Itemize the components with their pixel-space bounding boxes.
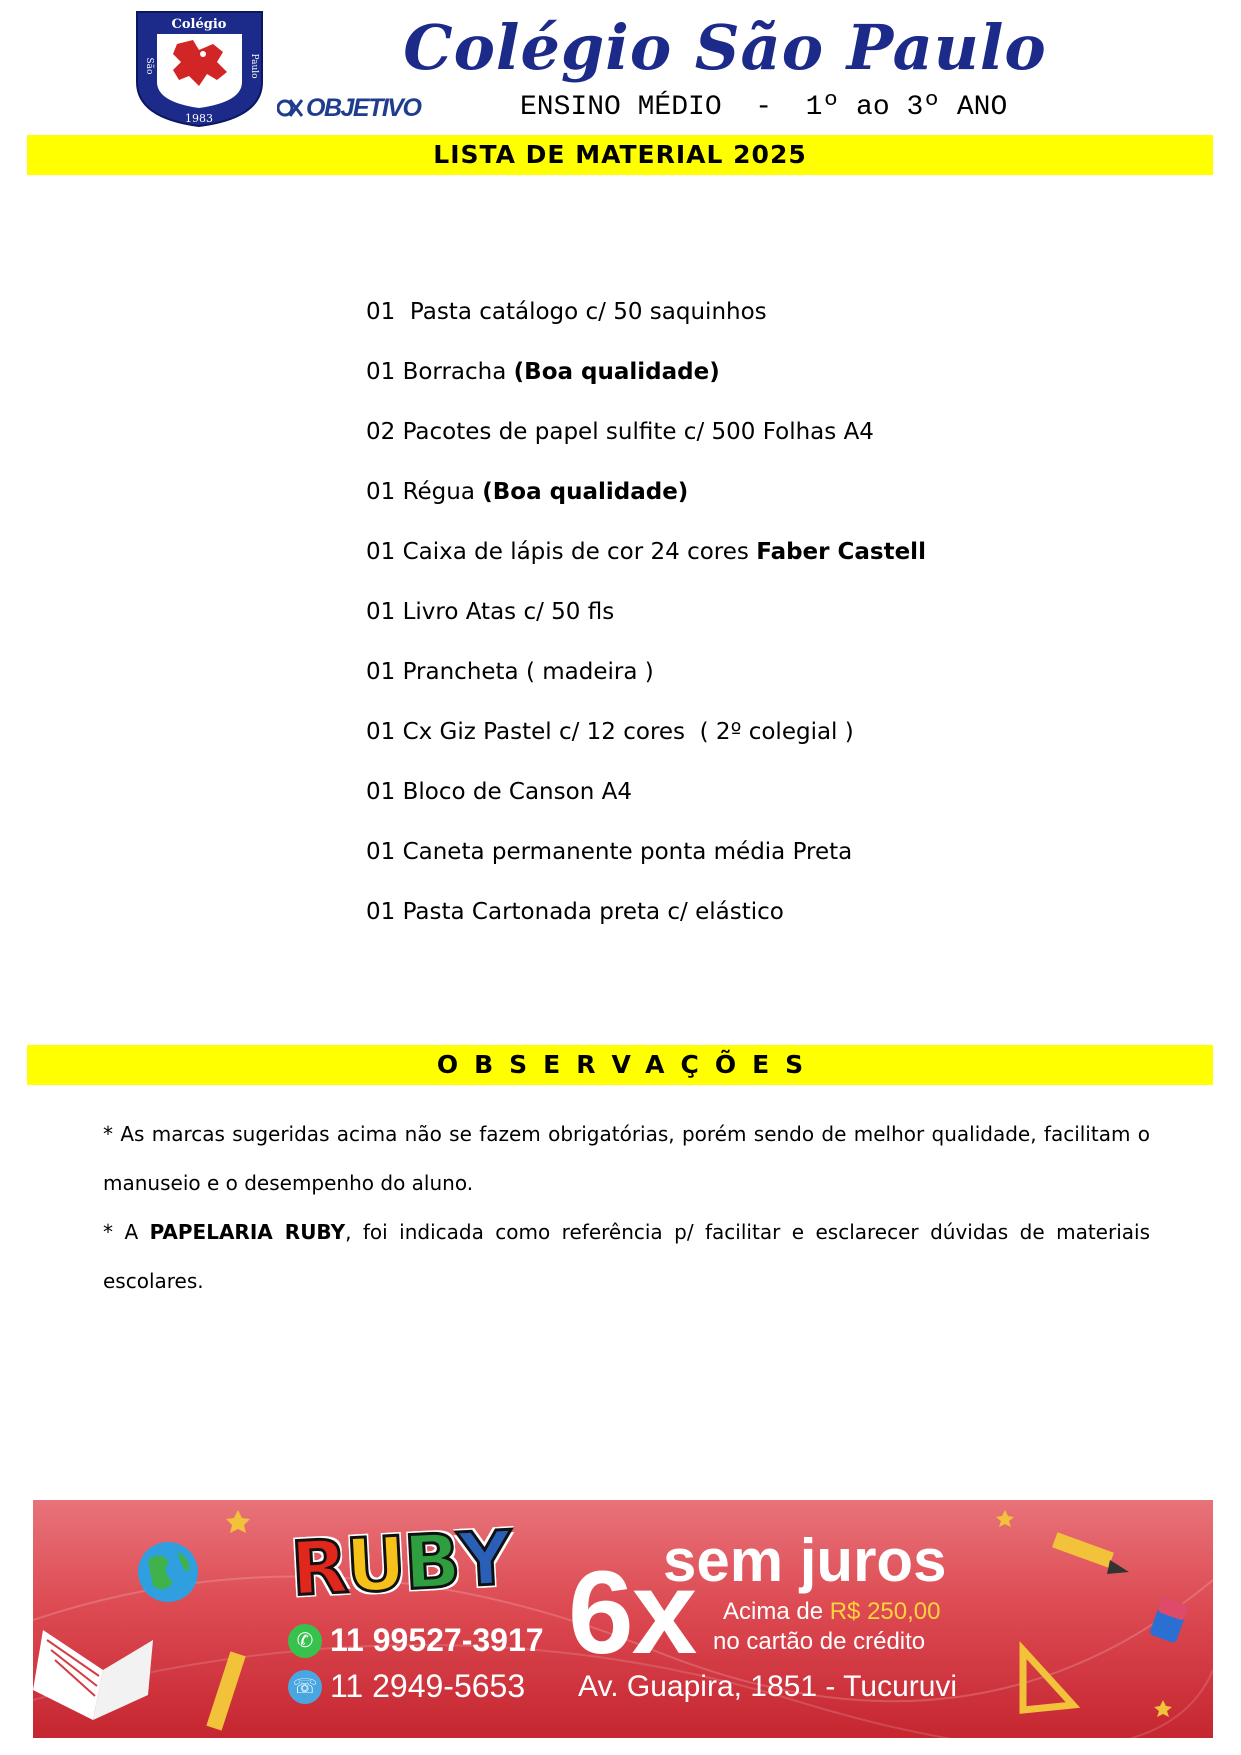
list-item: 01 Caneta permanente ponta média Preta xyxy=(366,839,853,865)
pencil-icon xyxy=(1052,1532,1129,1574)
crest-right-text: Paulo xyxy=(249,53,259,79)
observations-title: OBSERVAÇÕES xyxy=(27,1045,1213,1085)
whatsapp-number: 11 99527-3917 xyxy=(330,1622,544,1658)
school-subtitle: ENSINO MÉDIO - 1º ao 3º ANO xyxy=(520,92,1008,123)
material-list-title: LISTA DE MATERIAL 2025 xyxy=(27,135,1213,175)
note-papelaria: * A PAPELARIA RUBY, foi indicada como referência p/ facilitar e esclarecer dúvidas de materiais escolares. xyxy=(103,1220,1151,1293)
ruby-logo: R U B Y xyxy=(288,1515,513,1613)
observations-notes xyxy=(103,1110,1150,1306)
minimum-purchase: Acima de R$ 250,00 xyxy=(723,1598,941,1625)
ruler-icon xyxy=(206,1651,245,1730)
list-item: 01 Pasta catálogo c/ 50 saquinhos xyxy=(366,299,767,325)
whatsapp-contact[interactable] xyxy=(288,1622,544,1659)
ruby-banner xyxy=(33,1500,1213,1738)
list-item: 01 Caixa de lápis de cor 24 cores Faber Castell xyxy=(366,539,926,565)
list-item: 01 Livro Atas c/ 50 fls xyxy=(366,599,615,625)
list-item: 01 Pasta Cartonada preta c/ elástico xyxy=(366,899,784,925)
crest-left-text: São xyxy=(144,57,154,75)
objetivo-mark-icon xyxy=(277,96,303,120)
school-crest xyxy=(133,10,266,128)
phone-number: 11 2949-5653 xyxy=(330,1668,526,1704)
objetivo-logo-text: OBJETIVO xyxy=(306,93,421,122)
crest-year: 1983 xyxy=(185,112,213,125)
note-brands: * As marcas sugeridas acima não se fazem obrigatórias, porém sendo de melhor qualidade, facilitam o manuseio e o desempenho do aluno. xyxy=(103,1122,1150,1195)
phone-contact[interactable] xyxy=(288,1668,525,1705)
store-address: Av. Guapira, 1851 - Tucuruvi xyxy=(578,1670,958,1703)
whatsapp-icon: ✆ xyxy=(288,1624,322,1658)
credit-card-note: no cartão de crédito xyxy=(713,1628,926,1655)
book-icon xyxy=(33,1630,153,1720)
phone-icon: ☏ xyxy=(288,1670,322,1704)
list-item: 01 Prancheta ( madeira ) xyxy=(366,659,654,685)
globe-icon xyxy=(138,1542,198,1602)
objetivo-logo xyxy=(277,92,420,124)
list-item: 01 Régua (Boa qualidade) xyxy=(366,479,689,505)
list-item: 01 Cx Giz Pastel c/ 12 cores ( 2º colegial ) xyxy=(366,719,854,745)
installments-count: 6x xyxy=(568,1547,696,1679)
crest-top-text: Colégio xyxy=(171,17,227,32)
list-item: 01 Borracha (Boa qualidade) xyxy=(366,359,720,385)
material-list xyxy=(366,290,1186,950)
sem-juros-text: sem juros xyxy=(663,1527,947,1594)
school-name: Colégio São Paulo xyxy=(403,11,1047,84)
list-item: 02 Pacotes de papel sulfite c/ 500 Folhas A4 xyxy=(366,419,874,445)
list-item: 01 Bloco de Canson A4 xyxy=(366,779,632,805)
